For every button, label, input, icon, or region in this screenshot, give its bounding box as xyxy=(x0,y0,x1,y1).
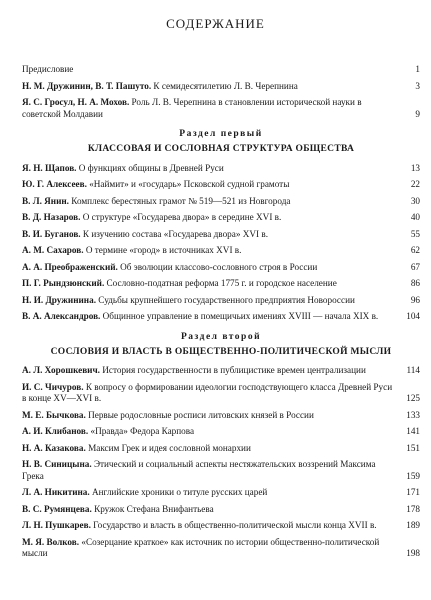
entry-title: Об эволюции классово-сословного строя в России xyxy=(120,261,318,272)
entry-page-number: 141 xyxy=(406,426,420,436)
toc-entry[interactable] xyxy=(22,382,420,405)
entry-page-number: 62 xyxy=(410,245,420,255)
entry-page-number: 189 xyxy=(406,520,420,530)
entry-author: Л. А. Никитина. xyxy=(22,487,92,497)
entry-title: Общинное управление в помещичьих имениях XVIII — начала XIX в. xyxy=(102,311,379,321)
entry-text xyxy=(22,382,398,405)
entry-title: О термине «город» в источниках XVI в. xyxy=(85,245,242,255)
entry-author: Н. И. Дружинина. xyxy=(22,294,99,305)
section-heading: СОСЛОВИЯ И ВЛАСТЬ В ОБЩЕСТВЕННО-ПОЛИТИЧЕСКОЙ МЫСЛИ xyxy=(50,346,392,357)
entry-page-number: 104 xyxy=(406,311,420,321)
toc-entry[interactable] xyxy=(22,443,420,455)
entry-text xyxy=(22,179,398,191)
toc-entry[interactable] xyxy=(22,212,420,224)
section-header xyxy=(22,129,420,156)
entry-text xyxy=(22,410,398,422)
entry-title: «Правда» Федора Карпова xyxy=(90,426,195,436)
entry-author: Я. Н. Щапов. xyxy=(22,162,79,173)
entry-author: Н. В. Синицына. xyxy=(22,459,94,469)
toc-entry[interactable] xyxy=(22,504,420,516)
entry-author: В. С. Румянцева. xyxy=(22,503,95,514)
entry-text xyxy=(22,245,398,257)
entry-text xyxy=(22,212,398,224)
entry-title: О структуре «Государева двора» в середине XVI в. xyxy=(82,212,282,222)
entry-title: О функциях общины в Древней Руси xyxy=(78,162,224,173)
entry-page-number: 1 xyxy=(415,64,420,74)
toc-entry[interactable] xyxy=(22,537,420,560)
entry-page-number: 96 xyxy=(410,294,420,305)
entry-author: В. Л. Янин. xyxy=(22,195,72,206)
entry-page-number: 40 xyxy=(410,212,420,222)
entry-page-number: 3 xyxy=(415,80,420,91)
entry-page-number: 114 xyxy=(406,365,420,375)
entry-page-number: 86 xyxy=(410,278,420,288)
toc-entry[interactable] xyxy=(22,426,420,438)
toc-entry[interactable] xyxy=(22,295,420,307)
entry-author: А. М. Сахаров. xyxy=(22,245,86,255)
toc-entry[interactable] xyxy=(22,410,420,422)
entry-page-number: 67 xyxy=(410,261,420,272)
entry-title: Этический и социальный аспекты нестяжательских воззрений Максима Грека xyxy=(22,459,376,481)
toc-entry[interactable] xyxy=(22,196,420,208)
section-heading: КЛАССОВАЯ И СОСЛОВНАЯ СТРУКТУРА ОБЩЕСТВА xyxy=(87,144,355,154)
entry-author: В. И. Буганов. xyxy=(22,228,83,239)
entry-text xyxy=(22,278,398,290)
entry-page-number: 125 xyxy=(406,393,420,403)
entry-page-number: 171 xyxy=(406,487,420,497)
entry-title: К изучению состава «Государева двора» XVI в. xyxy=(82,228,269,239)
entry-page-number: 159 xyxy=(406,470,420,481)
toc-entry[interactable] xyxy=(22,459,420,482)
entry-title: Государство и власть в общественно-политической мысли конца XVII в. xyxy=(93,520,377,530)
section-header xyxy=(22,332,420,359)
entry-page-number: 198 xyxy=(406,548,420,558)
intro-group xyxy=(22,64,420,120)
toc-entry[interactable] xyxy=(22,163,420,175)
entry-text xyxy=(22,295,398,307)
entry-text xyxy=(22,504,398,516)
entry-title: «Наймит» и «государь» Псковской судной грамоты xyxy=(89,179,290,189)
entry-text xyxy=(22,196,398,208)
entry-title: Роль Л. В. Черепнина в становлении исторической науки в советской Молдавии xyxy=(22,97,362,119)
entry-text xyxy=(22,262,398,274)
entry-title: «Созерцание краткое» как источник по истории общественно-политической мысли xyxy=(22,536,380,558)
section-label: Раздел первый xyxy=(179,129,263,139)
entry-author: А. И. Клибанов. xyxy=(22,426,91,436)
entry-text xyxy=(22,487,398,499)
entry-title: Кружок Стефана Внифантьева xyxy=(94,503,214,514)
entry-text xyxy=(22,537,398,560)
page-title: СОДЕРЖАНИЕ xyxy=(166,16,265,31)
toc-entry[interactable] xyxy=(22,81,420,93)
entry-author: А. Л. Хорошкевич. xyxy=(22,365,103,375)
toc-entry[interactable] xyxy=(22,97,420,120)
toc-entry[interactable] xyxy=(22,311,420,323)
entry-title: К вопросу о формировании идеологии господствующего класса Древней Руси в конце XV—XVI в. xyxy=(22,381,393,403)
entry-text xyxy=(22,81,398,93)
entry-title: Сословно-податная реформа 1775 г. и городское население xyxy=(106,278,337,288)
entry-author: А. А. Преображенский. xyxy=(22,261,121,272)
entry-page-number: 30 xyxy=(410,195,420,206)
entry-author: В. Д. Назаров. xyxy=(22,212,83,222)
toc-entry[interactable] xyxy=(22,365,420,377)
entry-text xyxy=(22,64,398,76)
section-label: Раздел второй xyxy=(180,331,262,342)
entry-title: Максим Грек и идея сословной монархии xyxy=(88,442,251,453)
entry-page-number: 178 xyxy=(406,503,420,514)
toc-entry[interactable] xyxy=(22,278,420,290)
entry-title: Первые родословные росписи литовских князей в России xyxy=(88,409,314,420)
entry-title: Предисловие xyxy=(22,64,74,74)
entry-title: К семидесятилетию Л. В. Черепнина xyxy=(153,80,298,91)
entry-author: В. А. Александров. xyxy=(22,311,103,321)
entry-text xyxy=(22,97,398,120)
entry-text xyxy=(22,229,398,241)
entry-page-number: 9 xyxy=(415,108,420,119)
entry-author: М. Я. Волков. xyxy=(22,536,82,547)
entry-text xyxy=(22,426,398,438)
entry-author: И. С. Чичуров. xyxy=(22,381,86,392)
entry-page-number: 151 xyxy=(406,442,420,453)
toc-entry[interactable] xyxy=(22,520,420,532)
entry-title: Комплекс берестяных грамот № 519—521 из Новгорода xyxy=(71,195,291,206)
toc-entry[interactable] xyxy=(22,245,420,257)
entry-title: Судьбы крупнейшего государственного предприятия Новороссии xyxy=(98,294,355,305)
sections-group xyxy=(22,129,420,560)
entry-author: М. Е. Бычкова. xyxy=(22,409,89,420)
entry-author: Н. А. Казакова. xyxy=(22,442,89,453)
toc-entry[interactable] xyxy=(22,262,420,274)
entry-author: П. Г. Рындзюнский. xyxy=(22,278,107,288)
entry-page-number: 55 xyxy=(410,228,420,239)
toc-entry[interactable] xyxy=(22,179,420,191)
entry-text xyxy=(22,443,398,455)
entry-text xyxy=(22,520,398,532)
entry-text xyxy=(22,163,398,175)
toc-list xyxy=(22,64,420,565)
entry-page-number: 13 xyxy=(410,162,420,173)
entry-author: Ю. Г. Алексеев. xyxy=(22,179,90,189)
entry-author: Я. С. Гросул, Н. А. Мохов. xyxy=(22,97,132,107)
entry-text xyxy=(22,311,398,323)
entry-page-number: 133 xyxy=(406,409,420,420)
toc-entry[interactable] xyxy=(22,229,420,241)
toc-entry[interactable] xyxy=(22,64,420,76)
entry-title: Английские хроники о титуле русских царей xyxy=(91,487,268,497)
toc-entry[interactable] xyxy=(22,487,420,499)
entry-title: История государственности в публицистике времен централизации xyxy=(102,365,366,375)
entry-text xyxy=(22,365,398,377)
entry-page-number: 22 xyxy=(410,179,420,189)
entry-author: Н. М. Дружинин, В. Т. Пашуто. xyxy=(22,80,154,91)
entry-author: Л. Н. Пушкарев. xyxy=(22,520,94,530)
entry-text xyxy=(22,459,398,482)
